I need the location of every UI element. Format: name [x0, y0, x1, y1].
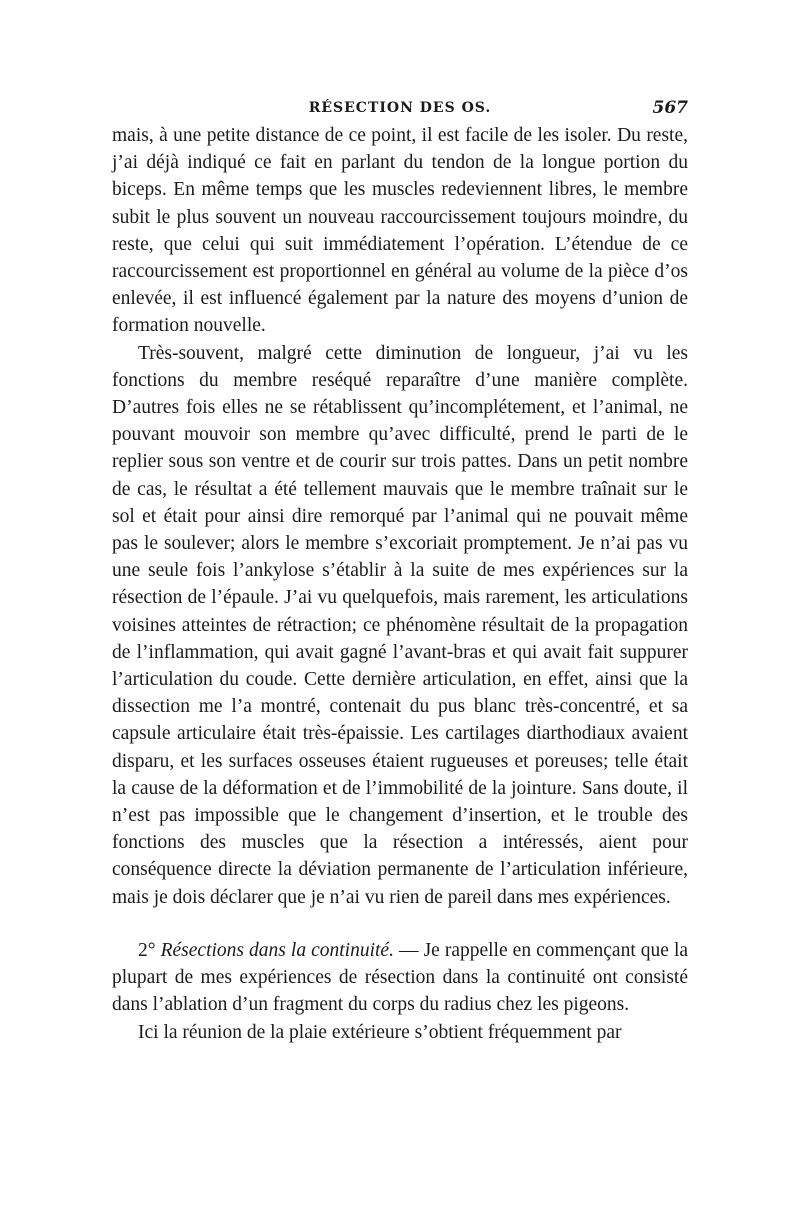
section-intro-text: Je rappelle en commençant que la plupart de mes expériences de résection dans la continuité ont consisté dans l’ablation d’un fragment du corps du radius chez les pigeons.: [112, 939, 689, 1016]
section-title: Résections dans la continuité.: [160, 939, 394, 961]
running-title: RÉSECTION DES OS.: [308, 100, 492, 116]
paragraph-continuation: mais, à une petite distance de ce point, il est facile de les isoler. Du reste, j’ai déjà indiqué ce fait en parlant du tendon de la longue portion du biceps. En même temps que les muscles redeviennent libres, le membre subit le plus souvent un nouveau raccourcissement toujours moindre, du reste, que celui qui suit immédiatement l’opération. L’étendue de ce raccourcissement est proportionnel en général au volume de la pièce d’os enlevée, il est influencé également par la nature des moyens d’union de formation nouvelle.: [112, 125, 688, 337]
paragraph-section-continuity: [112, 937, 688, 1019]
running-head: [112, 96, 688, 122]
section-number: 2°: [138, 939, 156, 961]
section-dash: —: [399, 939, 419, 961]
paragraph-wound-union: Ici la réunion de la plaie extérieure s’obtient fréquemment par: [138, 1021, 622, 1043]
paragraph-functions: Très-souvent, malgré cette diminution de longueur, j’ai vu les fonctions du membre reséqué reparaître d’une manière complète. D’autres fois elles ne se rétablissent qu’incomplétement, et l’animal, ne pouvant mouvoir son membre qu’avec difficulté, prend le parti de le replier sous son ventre et de courir sur trois pattes. Dans un petit nombre de cas, le résultat a été tellement mauvais que le membre traînait sur le sol et était pour ainsi dire remorqué par l’animal qui ne pouvait même pas le soulever; alors le membre s’excoriait promptement. Je n’ai pas vu une seule fois l’ankylose s’établir à la suite de mes expériences sur la résection de l’épaule. J’ai vu quelquefois, mais rarement, les articulations voisines atteintes de rétraction; ce phénomène résultait de la propagation de l’inflammation, qui avait gagné l’avant-bras et qui avait fait suppurer l’articulation du coude. Cette dernière articulation, en effet, ainsi que la dissection me l’a montré, contenait du pus blanc très-concentré, et sa capsule articulaire était très-épaissie. Les cartilages diarthodiaux avaient disparu, et les surfaces osseuses étaient rugueuses et poreuses; telle était la cause de la déformation et de l’immobilité de la jointure. Sans doute, il n’est pas impossible que le changement d’insertion, et le trouble des fonctions des muscles que la résection a intéressés, aient pour conséquence directe la déviation permanente de l’articulation inférieure, mais je dois déclarer que je n’ai vu rien de pareil dans mes expériences.: [112, 342, 688, 908]
page-number: 567: [652, 98, 688, 118]
document-page: [112, 96, 688, 1046]
